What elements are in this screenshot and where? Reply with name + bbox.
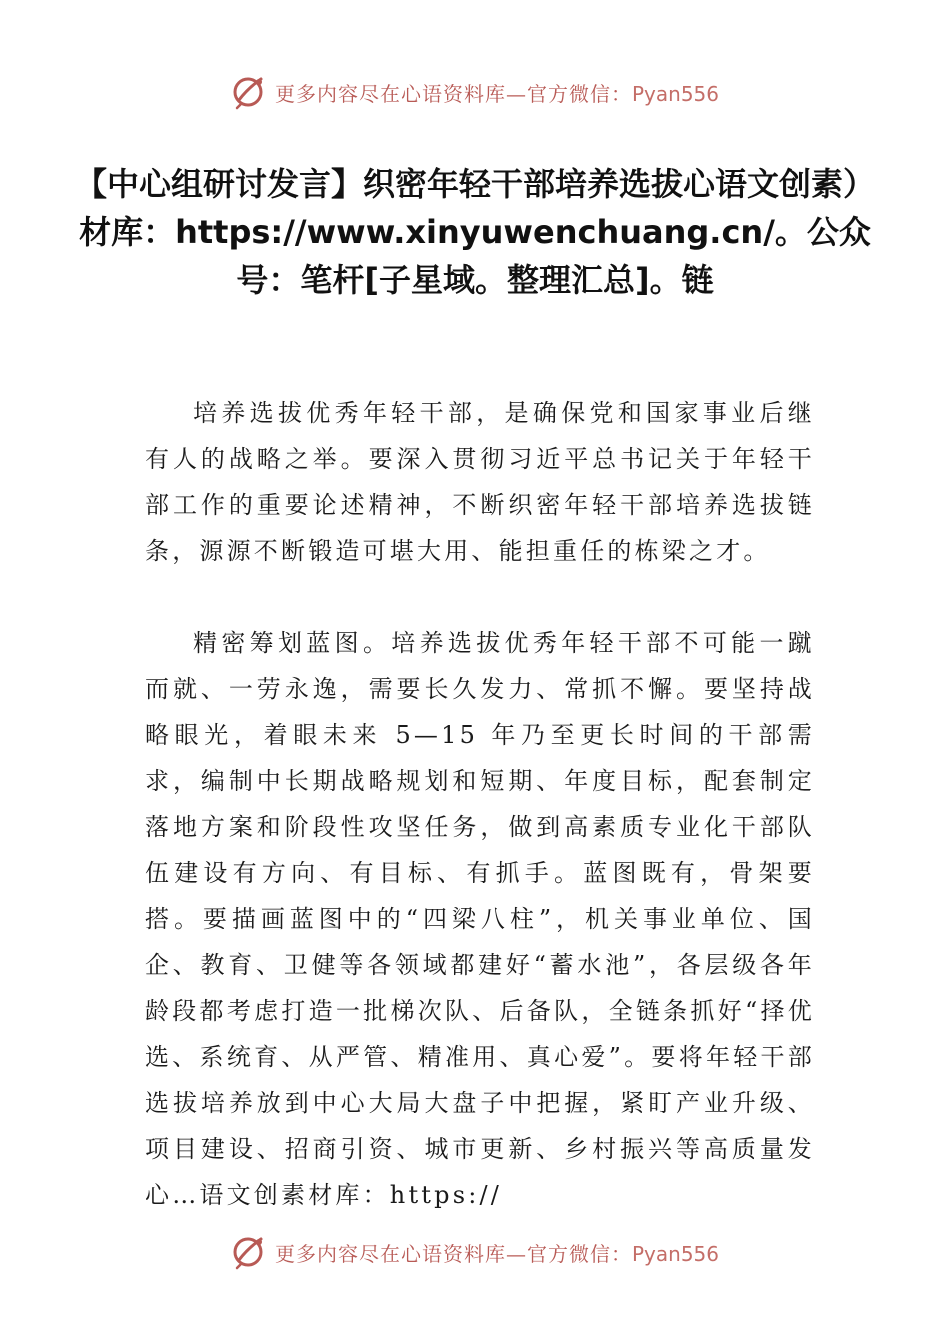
paragraph-blueprint: 精密筹划蓝图。培养选拔优秀年轻干部不可能一蹴而就、一劳永逸，需要长久发力、常抓不懈。要坚持战略眼光，着眼未来 5—15 年乃至更长时间的干部需求，编制中长期战略规划和短期、年度目标，配套制定落地方案和阶段性攻坚任务，做到高素质专业化干部队伍建设有方向、有目标、有抓手。蓝图既有，骨架要搭。要描画蓝图中的“四梁八柱”，机关事业单位、国企、教育、卫健等各领域都建好“蓄水池”，各层级各年龄段都考虑打造一批梯次队、后备队，全链条抓好“择优选、系统育、从严管、精准用、真心爱”。要将年轻干部选拔培养放到中心大局大盘子中把握，紧盯产业升级、项目建设、招商引资、城市更新、乡村振兴等高质量发心…语文创素材库：https://	[145, 629, 815, 1209]
wechat-handle: Pyan556	[631, 81, 719, 106]
document-title: 【中心组研讨发言】织密年轻干部培养选拔心语文创素）材库：https://www.xinyuwenchuang.cn/。公众号：笔杆[子星域。整理汇总]。链	[74, 165, 875, 299]
wechat-handle: Pyan556	[631, 1241, 719, 1266]
paragraph-intro: 培养选拔优秀年轻干部，是确保党和国家事业后继有人的战略之举。要深入贯彻习近平总书记关于年轻干部工作的重要论述精神，不断织密年轻干部培养选拔链条，源源不断锻造可堪大用、能担重任的栋梁之才。	[145, 399, 815, 565]
document-body	[145, 390, 815, 1209]
brush-logo-icon	[231, 1234, 267, 1270]
watermark-text: 更多内容尽在心语资料库—官方微信：Pyan556	[274, 1241, 719, 1266]
brush-logo-icon	[231, 74, 267, 110]
watermark-text: 更多内容尽在心语资料库—官方微信：Pyan556	[274, 81, 719, 106]
footer-watermark-banner	[0, 1232, 950, 1272]
header-watermark-banner	[0, 72, 950, 112]
